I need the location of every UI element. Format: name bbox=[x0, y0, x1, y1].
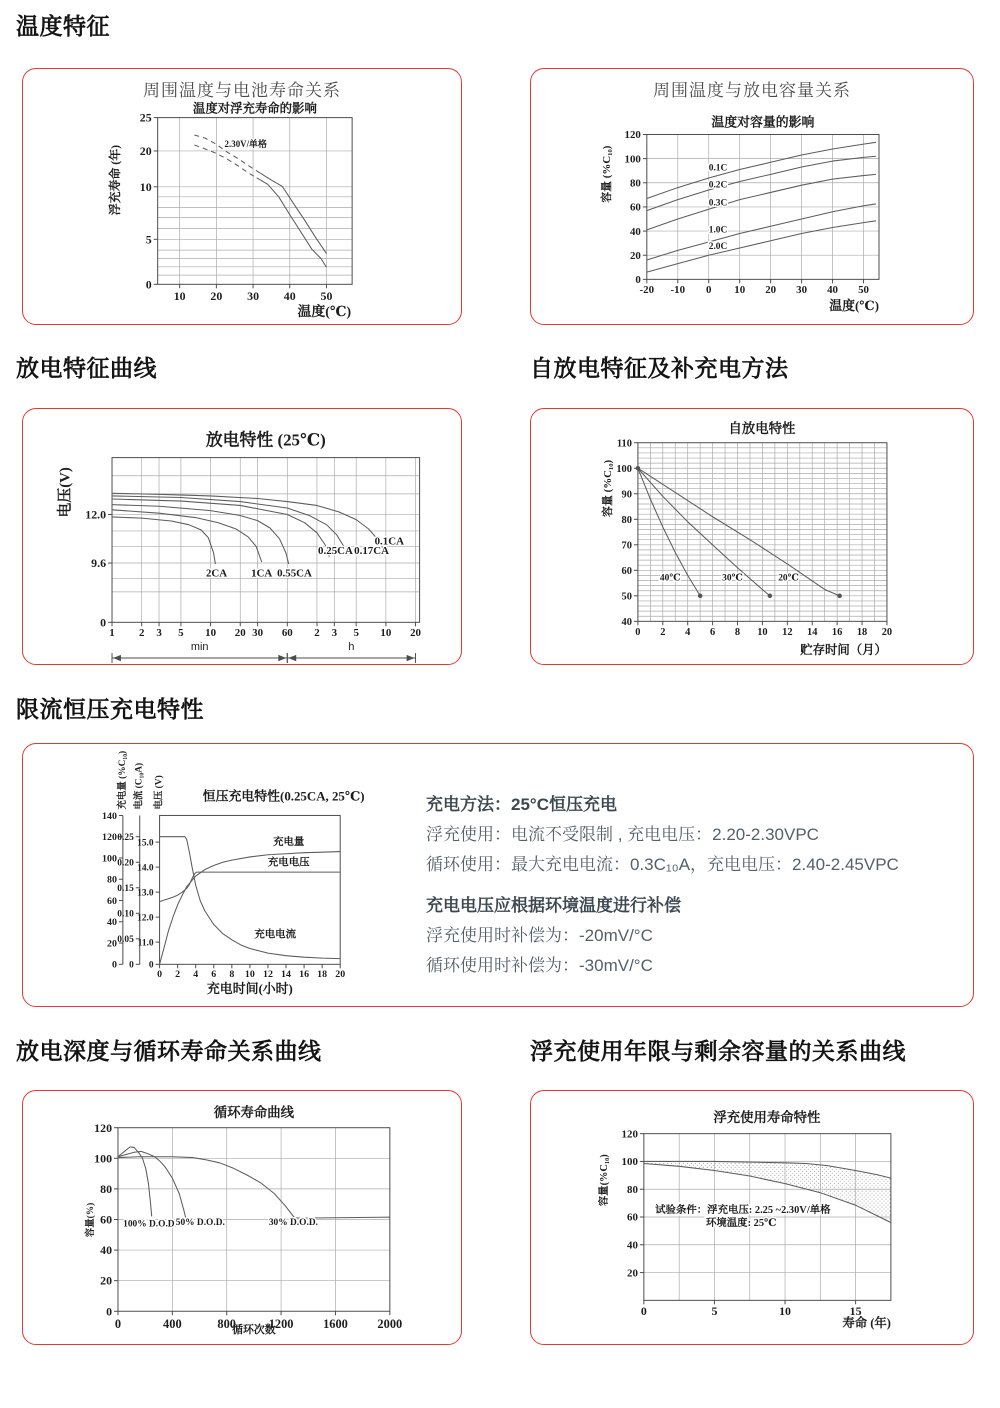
svg-text:浮充使用寿命特性: 浮充使用寿命特性 bbox=[713, 1109, 821, 1125]
svg-text:容量(%): 容量(%) bbox=[86, 1202, 97, 1238]
svg-text:放电特性 (25℃): 放电特性 (25℃) bbox=[205, 430, 326, 450]
card-title-temp-vs-battery-life: 周围温度与电池寿命关系 bbox=[143, 81, 341, 100]
section-heading-self-discharge: 自放电特征及补充电方法 bbox=[530, 355, 789, 381]
svg-text:2.30V/单格: 2.30V/单格 bbox=[224, 138, 267, 149]
svg-text:30: 30 bbox=[796, 284, 808, 297]
svg-text:20: 20 bbox=[335, 969, 346, 981]
svg-text:90: 90 bbox=[621, 489, 632, 501]
svg-text:50: 50 bbox=[858, 284, 869, 297]
svg-text:50% D.O.D.: 50% D.O.D. bbox=[175, 1217, 225, 1228]
chart-float-service-life bbox=[531, 1091, 973, 1344]
svg-text:0.1C: 0.1C bbox=[708, 163, 728, 174]
svg-text:120: 120 bbox=[621, 1128, 638, 1141]
svg-text:0: 0 bbox=[106, 1304, 113, 1319]
svg-text:0: 0 bbox=[145, 277, 152, 292]
svg-text:5: 5 bbox=[178, 627, 184, 640]
svg-text:0: 0 bbox=[157, 969, 163, 981]
svg-text:14.0: 14.0 bbox=[137, 863, 154, 874]
svg-text:60: 60 bbox=[621, 565, 632, 577]
svg-text:0: 0 bbox=[111, 959, 117, 971]
svg-text:1600: 1600 bbox=[323, 1317, 348, 1332]
svg-text:试验条件：浮充电压: 2.25 ~2.30V/单格: 试验条件：浮充电压: 2.25 ~2.30V/单格 bbox=[655, 1204, 831, 1216]
svg-text:10: 10 bbox=[380, 627, 392, 640]
svg-text:40: 40 bbox=[827, 284, 839, 297]
svg-text:120: 120 bbox=[94, 1120, 113, 1135]
svg-text:40℃: 40℃ bbox=[659, 573, 681, 584]
svg-text:-20: -20 bbox=[639, 284, 655, 297]
svg-text:1.0C: 1.0C bbox=[708, 225, 728, 236]
svg-text:2CA: 2CA bbox=[205, 567, 228, 580]
svg-text:0.25CA: 0.25CA bbox=[318, 544, 353, 557]
svg-text:40: 40 bbox=[626, 1239, 638, 1252]
svg-text:30: 30 bbox=[247, 289, 260, 304]
svg-text:0.20: 0.20 bbox=[117, 858, 134, 869]
section-heading-float-life-capacity: 浮充使用年限与剩余容量的关系曲线 bbox=[530, 1038, 906, 1064]
svg-text:恒压充电特性(0.25CA, 25℃): 恒压充电特性(0.25CA, 25℃) bbox=[202, 789, 365, 804]
svg-text:电压(V): 电压(V) bbox=[57, 467, 74, 518]
svg-text:20: 20 bbox=[629, 249, 641, 262]
svg-text:容量(%C₁₀): 容量(%C₁₀) bbox=[599, 1154, 611, 1207]
svg-text:8: 8 bbox=[734, 627, 741, 639]
svg-text:温度(℃): 温度(℃) bbox=[297, 305, 352, 321]
note-compensation-heading: 充电电压应根据环境温度进行补偿 bbox=[426, 896, 681, 915]
svg-text:60: 60 bbox=[107, 895, 117, 907]
svg-text:0: 0 bbox=[100, 615, 107, 630]
svg-text:0.1CA: 0.1CA bbox=[374, 535, 404, 548]
svg-text:自放电特性: 自放电特性 bbox=[728, 420, 796, 436]
svg-text:40: 40 bbox=[283, 289, 296, 304]
chart-temp-vs-float-life bbox=[23, 69, 461, 324]
svg-text:60: 60 bbox=[100, 1212, 113, 1227]
note-cycle-compensation: 循环使用时补偿为：-30mV/°C bbox=[426, 956, 653, 975]
svg-text:20: 20 bbox=[626, 1267, 638, 1280]
svg-text:120: 120 bbox=[624, 129, 641, 142]
svg-text:100: 100 bbox=[94, 1151, 113, 1166]
svg-text:2.0C: 2.0C bbox=[708, 242, 728, 253]
svg-text:温度对浮充寿命的影响: 温度对浮充寿命的影响 bbox=[192, 101, 317, 116]
svg-text:12: 12 bbox=[782, 627, 793, 639]
svg-text:10: 10 bbox=[757, 627, 768, 639]
svg-text:充电电压: 充电电压 bbox=[267, 857, 310, 869]
card-float-service-life bbox=[530, 1090, 974, 1345]
svg-text:20: 20 bbox=[100, 1273, 113, 1288]
svg-text:800: 800 bbox=[217, 1317, 237, 1332]
svg-text:容量 (%C₁₀): 容量 (%C₁₀) bbox=[602, 459, 615, 517]
section-heading-dod-cycle-life: 放电深度与循环寿命关系曲线 bbox=[16, 1038, 322, 1064]
svg-text:5: 5 bbox=[353, 627, 359, 640]
svg-text:20: 20 bbox=[234, 627, 246, 640]
svg-text:80: 80 bbox=[621, 514, 632, 526]
svg-text:1: 1 bbox=[109, 627, 115, 640]
svg-text:10: 10 bbox=[244, 969, 255, 981]
svg-text:循环次数: 循环次数 bbox=[232, 1324, 276, 1337]
svg-text:6: 6 bbox=[710, 627, 716, 639]
svg-text:120: 120 bbox=[102, 832, 117, 844]
svg-text:11.0: 11.0 bbox=[137, 938, 154, 949]
svg-text:100: 100 bbox=[102, 853, 117, 865]
svg-text:9.6: 9.6 bbox=[91, 556, 107, 571]
svg-text:15: 15 bbox=[849, 1304, 862, 1319]
svg-text:-10: -10 bbox=[670, 284, 686, 297]
svg-text:10: 10 bbox=[173, 289, 186, 304]
svg-text:0: 0 bbox=[635, 627, 641, 639]
svg-text:充电电流: 充电电流 bbox=[254, 929, 296, 941]
svg-text:10: 10 bbox=[205, 627, 217, 640]
svg-text:2: 2 bbox=[660, 627, 666, 639]
svg-text:0.55CA: 0.55CA bbox=[277, 567, 312, 580]
section-heading-temperature-characteristics: 温度特征 bbox=[16, 13, 110, 39]
svg-text:温度(℃): 温度(℃) bbox=[829, 299, 880, 314]
svg-text:容量 (%C₁₀): 容量 (%C₁₀) bbox=[601, 145, 614, 203]
svg-text:0.10: 0.10 bbox=[117, 909, 134, 920]
svg-text:3: 3 bbox=[156, 627, 162, 640]
svg-text:20: 20 bbox=[107, 938, 117, 950]
svg-text:60: 60 bbox=[281, 627, 293, 640]
svg-text:60: 60 bbox=[626, 1211, 638, 1224]
svg-text:14: 14 bbox=[281, 969, 291, 981]
svg-text:0.2C: 0.2C bbox=[708, 180, 728, 191]
card-temp-vs-discharge-capacity bbox=[530, 68, 974, 325]
svg-text:0.17CA: 0.17CA bbox=[354, 544, 390, 557]
svg-text:40: 40 bbox=[629, 225, 641, 238]
svg-text:电流 (C₁₀A): 电流 (C₁₀A) bbox=[134, 762, 145, 810]
card-temp-vs-battery-life bbox=[22, 68, 462, 325]
svg-text:min: min bbox=[190, 641, 209, 654]
svg-text:0: 0 bbox=[129, 960, 134, 971]
chart-cycle-life bbox=[23, 1091, 461, 1344]
svg-text:18: 18 bbox=[317, 969, 328, 981]
svg-text:40: 40 bbox=[621, 616, 632, 628]
svg-text:10: 10 bbox=[734, 284, 746, 297]
note-float-compensation: 浮充使用时补偿为：-20mV/°C bbox=[426, 926, 653, 945]
svg-text:8: 8 bbox=[229, 969, 235, 981]
svg-text:20: 20 bbox=[765, 284, 777, 297]
svg-text:浮充寿命 (年): 浮充寿命 (年) bbox=[107, 144, 122, 216]
svg-text:4: 4 bbox=[193, 969, 199, 981]
svg-text:50: 50 bbox=[320, 289, 333, 304]
svg-text:0: 0 bbox=[635, 274, 641, 287]
svg-text:20: 20 bbox=[410, 627, 421, 640]
svg-text:80: 80 bbox=[626, 1183, 638, 1196]
svg-text:20: 20 bbox=[210, 289, 223, 304]
svg-text:12.0: 12.0 bbox=[85, 507, 107, 522]
card-self-discharge bbox=[530, 408, 974, 665]
chart-temp-vs-capacity bbox=[531, 69, 973, 324]
svg-text:寿命 (年): 寿命 (年) bbox=[842, 1316, 891, 1331]
svg-text:50: 50 bbox=[621, 591, 632, 603]
svg-text:1CA: 1CA bbox=[251, 567, 273, 580]
svg-text:充电量: 充电量 bbox=[273, 837, 305, 849]
svg-text:100: 100 bbox=[621, 1156, 638, 1169]
svg-text:10: 10 bbox=[779, 1304, 791, 1319]
svg-text:30℃: 30℃ bbox=[722, 573, 743, 584]
svg-text:5: 5 bbox=[145, 232, 152, 247]
charging-method-notes bbox=[426, 796, 899, 987]
svg-text:温度对容量的影响: 温度对容量的影响 bbox=[711, 115, 815, 130]
card-cv-charging bbox=[22, 743, 974, 1007]
svg-text:20: 20 bbox=[139, 144, 152, 159]
svg-text:15.0: 15.0 bbox=[137, 838, 154, 849]
svg-text:110: 110 bbox=[616, 438, 632, 450]
svg-text:电压 (V): 电压 (V) bbox=[154, 775, 165, 810]
svg-text:0.3C: 0.3C bbox=[708, 198, 728, 209]
svg-text:30% D.O.D.: 30% D.O.D. bbox=[268, 1217, 318, 1228]
svg-text:14: 14 bbox=[807, 627, 818, 639]
svg-text:16: 16 bbox=[831, 627, 843, 639]
svg-text:贮存时间（月）: 贮存时间（月） bbox=[800, 643, 887, 658]
svg-text:80: 80 bbox=[107, 874, 117, 886]
svg-text:充电时间(小时): 充电时间(小时) bbox=[206, 982, 293, 997]
chart-discharge-characteristics bbox=[23, 409, 461, 664]
card-discharge-characteristics bbox=[22, 408, 462, 665]
svg-text:h: h bbox=[348, 641, 355, 654]
svg-text:0: 0 bbox=[640, 1304, 647, 1319]
note-cycle-use: 循环使用：最大充电电流：0.3C₁₀A，充电电压：2.40-2.45VPC bbox=[426, 855, 899, 874]
svg-text:80: 80 bbox=[100, 1181, 113, 1196]
svg-text:13.0: 13.0 bbox=[137, 888, 154, 899]
svg-text:2000: 2000 bbox=[377, 1317, 403, 1332]
svg-text:充电量 (%C₁₀): 充电量 (%C₁₀) bbox=[117, 750, 128, 810]
svg-text:环境温度: 25℃: 环境温度: 25℃ bbox=[705, 1218, 777, 1230]
svg-text:60: 60 bbox=[629, 201, 641, 214]
svg-text:30: 30 bbox=[252, 627, 264, 640]
svg-text:0: 0 bbox=[114, 1317, 122, 1332]
svg-text:18: 18 bbox=[856, 627, 868, 639]
svg-text:12.0: 12.0 bbox=[137, 913, 154, 924]
svg-text:100% D.O.D.: 100% D.O.D. bbox=[123, 1219, 177, 1230]
section-heading-cv-charging: 限流恒压充电特性 bbox=[16, 696, 204, 722]
svg-text:0.25: 0.25 bbox=[117, 832, 134, 843]
chart-self-discharge bbox=[531, 409, 973, 664]
svg-text:0: 0 bbox=[148, 960, 154, 971]
svg-text:400: 400 bbox=[163, 1317, 182, 1332]
svg-text:2: 2 bbox=[314, 627, 320, 640]
svg-text:2: 2 bbox=[138, 627, 145, 640]
svg-text:100: 100 bbox=[616, 463, 632, 475]
svg-text:16: 16 bbox=[299, 969, 310, 981]
svg-text:70: 70 bbox=[621, 540, 632, 552]
svg-text:循环寿命曲线: 循环寿命曲线 bbox=[213, 1104, 295, 1120]
svg-text:5: 5 bbox=[711, 1304, 718, 1319]
svg-text:1200: 1200 bbox=[268, 1317, 294, 1332]
svg-text:0.15: 0.15 bbox=[117, 883, 134, 894]
svg-text:0: 0 bbox=[706, 284, 712, 297]
svg-text:2: 2 bbox=[175, 969, 181, 981]
svg-text:10: 10 bbox=[139, 179, 152, 194]
svg-text:6: 6 bbox=[211, 969, 217, 981]
svg-text:20: 20 bbox=[881, 627, 893, 639]
svg-text:3: 3 bbox=[331, 627, 338, 640]
card-title-temp-vs-discharge-capacity: 周围温度与放电容量关系 bbox=[653, 81, 851, 100]
svg-text:0.05: 0.05 bbox=[117, 935, 134, 946]
note-float-use: 浮充使用：电流不受限制 , 充电电压：2.20-2.30VPC bbox=[426, 825, 819, 844]
svg-text:140: 140 bbox=[102, 810, 117, 822]
section-heading-discharge-curves: 放电特征曲线 bbox=[16, 355, 157, 381]
svg-text:40: 40 bbox=[100, 1243, 113, 1258]
svg-text:20℃: 20℃ bbox=[778, 573, 799, 584]
card-cycle-life bbox=[22, 1090, 462, 1345]
svg-text:40: 40 bbox=[107, 917, 117, 929]
svg-text:25: 25 bbox=[139, 110, 152, 125]
note-charge-method: 充电方法：25°C恒压充电 bbox=[426, 795, 617, 814]
svg-text:80: 80 bbox=[629, 177, 641, 190]
svg-text:4: 4 bbox=[685, 627, 691, 639]
svg-text:12: 12 bbox=[263, 969, 273, 981]
svg-text:100: 100 bbox=[624, 153, 641, 166]
